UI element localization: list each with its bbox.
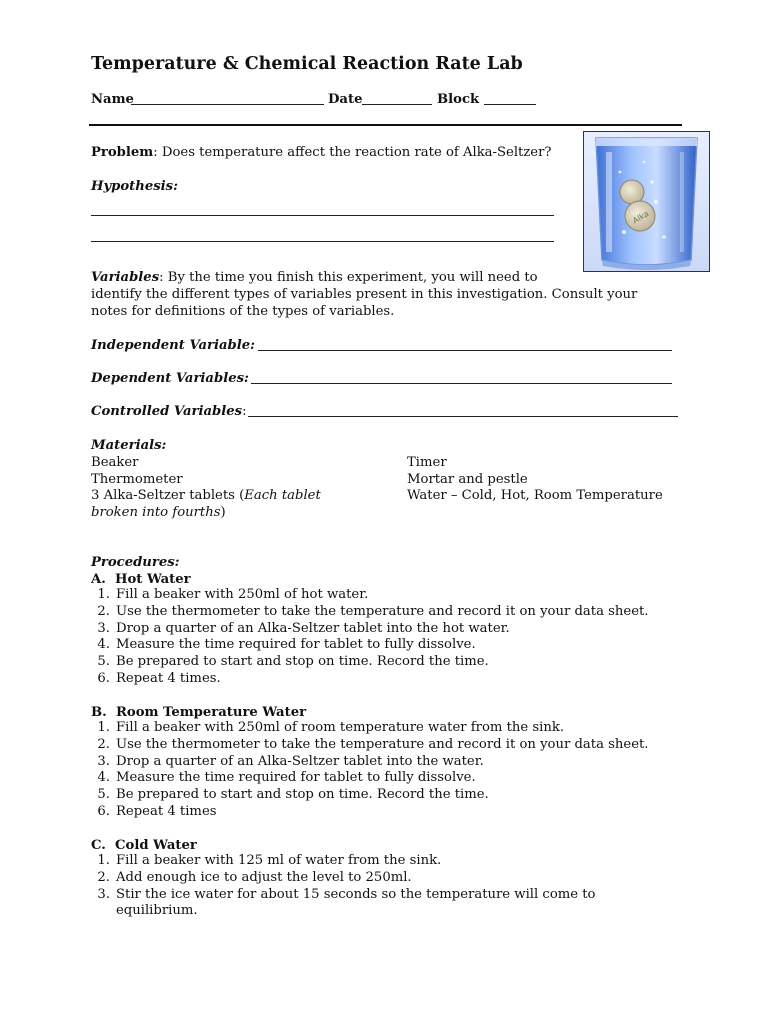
list-item xyxy=(90,804,649,821)
header-rule xyxy=(89,124,682,126)
step-number: 6. xyxy=(97,670,110,686)
date-field[interactable] xyxy=(362,104,432,105)
list-item xyxy=(90,737,649,754)
section-c-title: Cold Water xyxy=(115,838,197,853)
step-text: Fill a beaker with 250ml of hot water. xyxy=(116,587,369,602)
problem-label: Problem xyxy=(91,145,154,160)
step-number: 3. xyxy=(97,620,110,636)
dependent-variables-field[interactable] xyxy=(251,383,672,384)
dependent-variables-label: Dependent Variables: xyxy=(91,371,249,386)
beaker-illustration xyxy=(584,132,709,271)
material-tablets-line-2 xyxy=(91,504,226,521)
variables-label: Variables xyxy=(91,270,160,285)
name-label: Name xyxy=(91,92,134,107)
step-text: Be prepared to start and stop on time. Record the time. xyxy=(116,654,489,670)
step-number: 2. xyxy=(97,736,110,752)
problem-text: : Does temperature affect the reaction rate of Alka-Seltzer? xyxy=(153,145,552,160)
tablets-line2-italic: broken into fourths xyxy=(91,505,221,520)
step-text: Repeat 4 times. xyxy=(116,670,221,686)
list-item xyxy=(90,770,649,787)
section-a-steps xyxy=(90,587,649,688)
material-beaker: Beaker xyxy=(91,455,139,470)
list-item xyxy=(90,587,649,604)
variables-text-2: identify the different types of variables present in this investigation. Consult your xyxy=(91,287,638,302)
step-number: 5. xyxy=(97,787,110,803)
material-mortar-pestle: Mortar and pestle xyxy=(407,472,528,487)
section-a-letter: A. xyxy=(91,572,106,587)
list-item xyxy=(90,887,616,921)
section-a-heading xyxy=(91,571,191,588)
list-item xyxy=(90,604,649,621)
material-timer: Timer xyxy=(407,455,447,470)
problem-statement xyxy=(91,144,551,161)
list-item xyxy=(90,637,649,654)
material-tablets xyxy=(91,487,321,504)
list-item xyxy=(90,870,616,887)
section-b-title: Room Temperature Water xyxy=(115,705,307,720)
variables-text-1: : By the time you finish this experiment, you will need to xyxy=(159,270,538,285)
step-text: Add enough ice to adjust the level to 250ml. xyxy=(116,869,412,885)
step-text: Drop a quarter of an Alka-Seltzer tablet into the water. xyxy=(116,753,484,769)
list-item xyxy=(90,671,649,688)
step-number: 4. xyxy=(97,637,110,653)
material-thermometer: Thermometer xyxy=(91,472,183,487)
list-item xyxy=(90,654,649,671)
alka-seltzer-beaker-photo xyxy=(583,131,710,272)
list-item xyxy=(90,754,649,771)
step-number: 4. xyxy=(97,770,110,786)
step-text: Drop a quarter of an Alka-Seltzer tablet into the hot water. xyxy=(116,620,510,636)
step-number: 3. xyxy=(97,753,110,769)
section-c-letter: C. xyxy=(91,838,106,853)
list-item xyxy=(90,621,649,638)
tablet-logo: Alka xyxy=(631,209,651,226)
tablets-line2-suffix: ) xyxy=(220,505,226,520)
step-text: Measure the time required for tablet to fully dissolve. xyxy=(116,637,476,653)
list-item xyxy=(90,720,649,737)
section-b-steps xyxy=(90,720,649,821)
step-text: Use the thermometer to take the temperature and record it on your data sheet. xyxy=(116,736,649,752)
step-text: Use the thermometer to take the temperature and record it on your data sheet. xyxy=(116,603,649,619)
controlled-colon: : xyxy=(242,404,247,419)
independent-variable-label: Independent Variable: xyxy=(91,338,256,353)
date-label: Date xyxy=(328,92,363,107)
controlled-variables-label: Controlled Variables xyxy=(91,404,243,419)
step-number: 1. xyxy=(97,853,110,868)
page-title: Temperature & Chemical Reaction Rate Lab xyxy=(91,54,523,74)
procedures-label: Procedures: xyxy=(91,555,180,570)
step-text: Be prepared to start and stop on time. Record the time. xyxy=(116,787,489,803)
step-number: 2. xyxy=(97,869,110,885)
block-label: Block xyxy=(437,92,480,107)
section-c-heading xyxy=(91,837,197,854)
step-number: 3. xyxy=(97,886,110,902)
name-field[interactable] xyxy=(131,104,324,105)
list-item xyxy=(90,853,616,870)
hypothesis-label: Hypothesis: xyxy=(91,179,178,194)
controlled-variables-heading xyxy=(91,403,247,420)
step-number: 1. xyxy=(97,587,110,602)
variables-text-3: notes for definitions of the types of variables. xyxy=(91,304,395,319)
step-text: Fill a beaker with 250ml of room temperature water from the sink. xyxy=(116,720,565,735)
material-water: Water – Cold, Hot, Room Temperature xyxy=(407,488,663,503)
section-a-title: Hot Water xyxy=(115,572,191,587)
block-field[interactable] xyxy=(484,104,536,105)
step-text: Stir the ice water for about 15 seconds so the temperature will come to equilibrium. xyxy=(116,886,596,919)
section-b-heading xyxy=(91,704,306,721)
list-item xyxy=(90,787,649,804)
section-b-letter: B. xyxy=(91,705,107,720)
tablets-prefix: 3 Alka-Seltzer tablets ( xyxy=(91,488,245,503)
step-text: Repeat 4 times xyxy=(116,803,217,819)
step-number: 1. xyxy=(97,720,110,735)
step-number: 6. xyxy=(97,803,110,819)
step-number: 2. xyxy=(97,603,110,619)
independent-variable-field[interactable] xyxy=(258,350,672,351)
section-c-steps xyxy=(90,853,616,920)
materials-label: Materials: xyxy=(91,438,167,453)
hypothesis-line-1[interactable] xyxy=(91,215,554,216)
hypothesis-line-2[interactable] xyxy=(91,241,554,242)
step-number: 5. xyxy=(97,654,110,670)
step-text: Measure the time required for tablet to fully dissolve. xyxy=(116,770,476,786)
variables-line-1 xyxy=(91,269,538,286)
tablets-italic: Each tablet xyxy=(244,488,321,503)
controlled-variables-field[interactable] xyxy=(248,416,678,417)
step-text: Fill a beaker with 125 ml of water from the sink. xyxy=(116,853,442,868)
